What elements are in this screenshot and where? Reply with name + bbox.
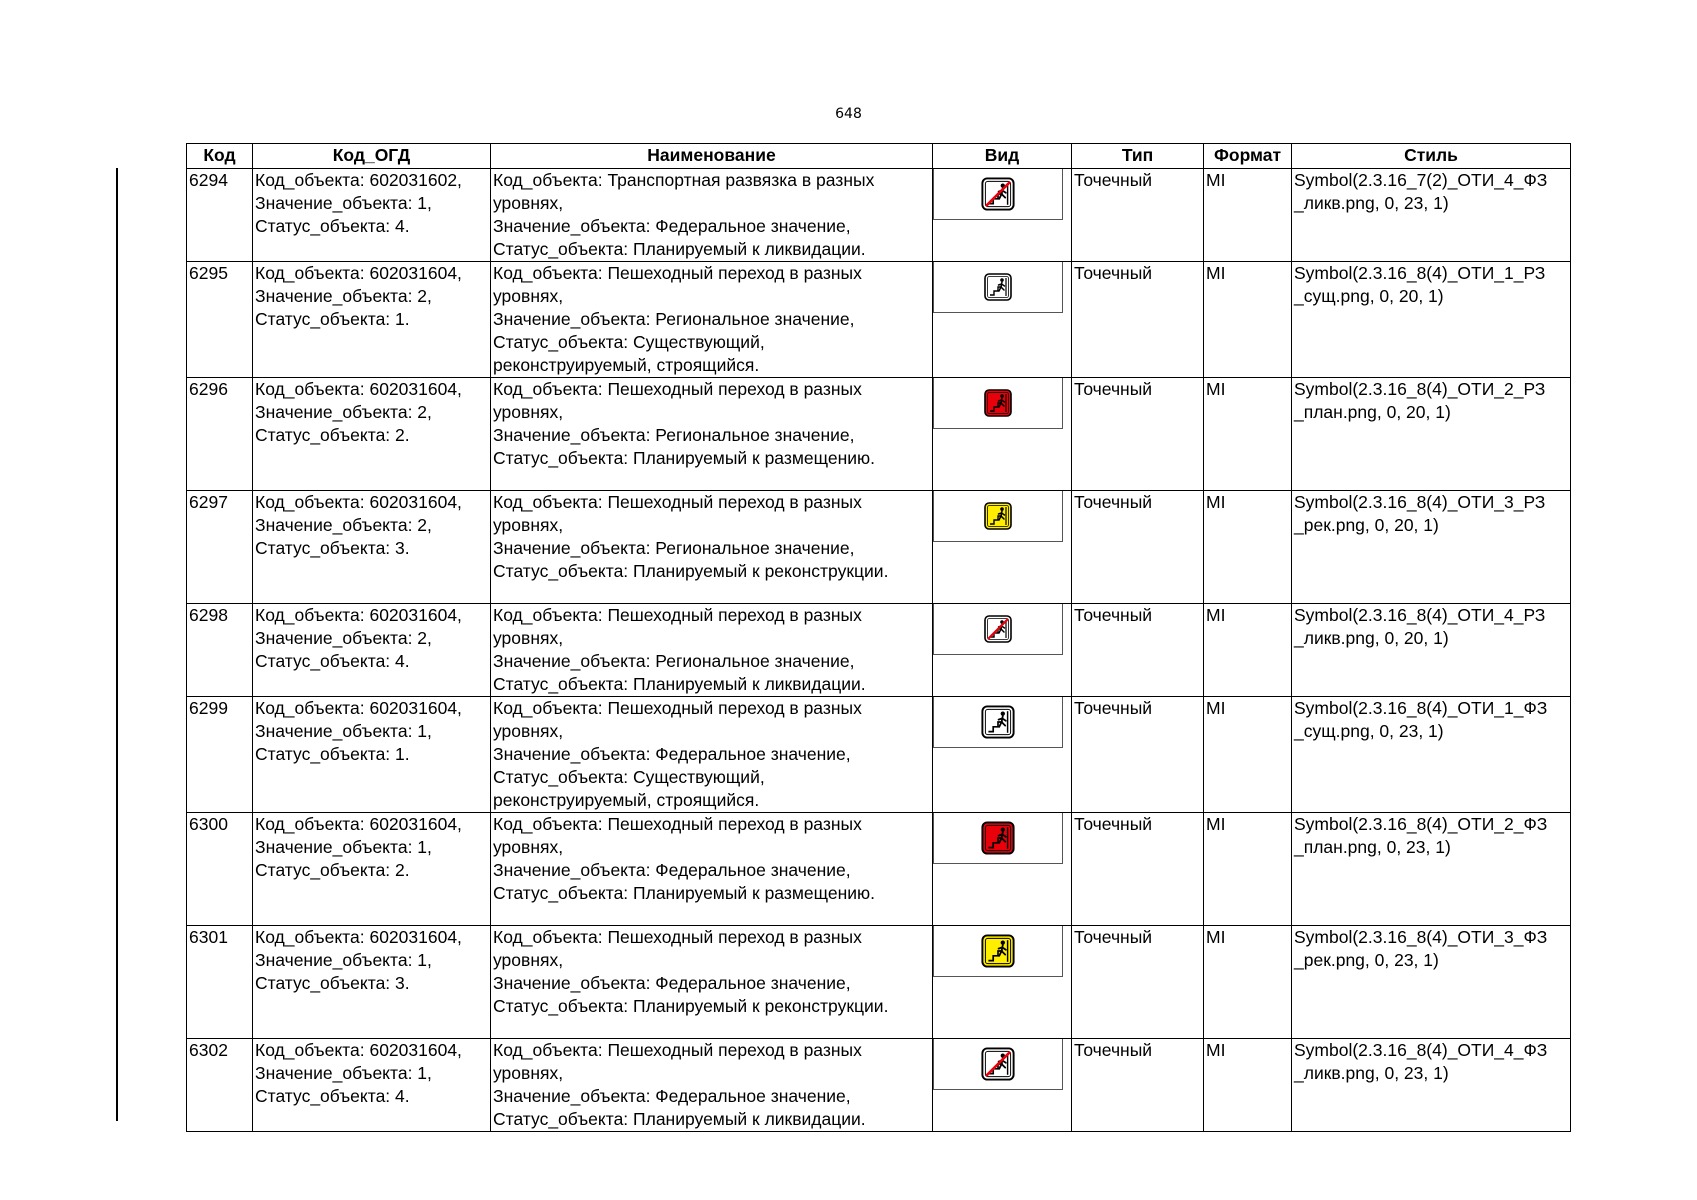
cell-vid — [933, 378, 1072, 491]
cell-kod-ogd — [253, 491, 491, 604]
cell-name — [491, 262, 933, 378]
cell-kod-ogd — [253, 169, 491, 262]
cell-style — [1292, 378, 1571, 491]
cell-name-line: уровнях, — [493, 402, 564, 422]
cell-name — [491, 604, 933, 697]
cell-vid — [933, 491, 1072, 604]
pedestrian-crossing-planned-icon — [980, 820, 1016, 856]
cell-kod: 6295 — [187, 262, 253, 378]
cell-name-line: Значение_объекта: Региональное значение, — [493, 651, 855, 671]
cell-name-line: Код_объекта: Пешеходный переход в разных — [493, 492, 862, 512]
table-row — [187, 697, 1571, 813]
cell-name-line: Статус_объекта: Планируемый к ликвидации. — [493, 1109, 866, 1129]
cell-style-line: Symbol(2.3.16_8(4)_ОТИ_3_ФЗ — [1294, 927, 1548, 947]
symbol-frame — [933, 491, 1063, 543]
cell-name-line: Значение_объекта: Региональное значение, — [493, 538, 855, 558]
symbol-frame — [933, 604, 1063, 656]
cell-tip: Точечный — [1072, 1039, 1204, 1132]
cell-name-line: Значение_объекта: Федеральное значение, — [493, 860, 851, 880]
cell-style-line: Symbol(2.3.16_8(4)_ОТИ_2_ФЗ — [1294, 814, 1548, 834]
table-row — [187, 926, 1571, 1039]
cell-name-line: Значение_объекта: Региональное значение, — [493, 425, 855, 445]
cell-name — [491, 697, 933, 813]
cell-style — [1292, 491, 1571, 604]
cell-style-line: _рек.png, 0, 20, 1) — [1294, 515, 1439, 535]
cell-vid — [933, 813, 1072, 926]
cell-kod-ogd-line: Код_объекта: 602031604, — [255, 492, 462, 512]
pedestrian-crossing-existing-icon — [983, 272, 1013, 302]
cell-name-line: реконструируемый, строящийся. — [493, 355, 760, 375]
cell-format: MI — [1204, 604, 1292, 697]
cell-style-line: Symbol(2.3.16_8(4)_ОТИ_1_ФЗ — [1294, 698, 1548, 718]
cell-style-line: _сущ.png, 0, 20, 1) — [1294, 286, 1444, 306]
cell-style-line: _план.png, 0, 23, 1) — [1294, 837, 1451, 857]
cell-name-line: Код_объекта: Пешеходный переход в разных — [493, 814, 862, 834]
page-number: 648 — [835, 106, 862, 122]
table-row — [187, 262, 1571, 378]
symbol-frame — [933, 1039, 1063, 1091]
cell-style — [1292, 169, 1571, 262]
cell-kod-ogd-line: Статус_объекта: 3. — [255, 973, 410, 993]
cell-kod-ogd-line: Значение_объекта: 2, — [255, 628, 432, 648]
cell-style-line: Symbol(2.3.16_8(4)_ОТИ_4_РЗ — [1294, 605, 1546, 625]
cell-vid — [933, 262, 1072, 378]
cell-kod-ogd — [253, 697, 491, 813]
cell-format: MI — [1204, 378, 1292, 491]
cell-name-line: Значение_объекта: Федеральное значение, — [493, 744, 851, 764]
cell-tip: Точечный — [1072, 491, 1204, 604]
header-vid: Вид — [933, 144, 1072, 169]
cell-kod-ogd — [253, 1039, 491, 1132]
cell-name-line: Статус_объекта: Планируемый к ликвидации. — [493, 239, 866, 259]
cell-style-line: _рек.png, 0, 23, 1) — [1294, 950, 1439, 970]
cell-style — [1292, 262, 1571, 378]
cell-name-line: Статус_объекта: Планируемый к реконструкции. — [493, 996, 889, 1016]
symbol-frame — [933, 697, 1063, 749]
header-name: Наименование — [491, 144, 933, 169]
cell-name-line: Статус_объекта: Планируемый к размещению. — [493, 448, 875, 468]
header-style: Стиль — [1292, 144, 1571, 169]
cell-format: MI — [1204, 813, 1292, 926]
pedestrian-crossing-liquidation-icon — [980, 1046, 1016, 1082]
header-kod-ogd: Код_ОГД — [253, 144, 491, 169]
cell-name-line: реконструируемый, строящийся. — [493, 790, 760, 810]
cell-name-line: уровнях, — [493, 628, 564, 648]
cell-name — [491, 926, 933, 1039]
cell-kod: 6299 — [187, 697, 253, 813]
table-row — [187, 813, 1571, 926]
cell-name — [491, 813, 933, 926]
cell-name — [491, 169, 933, 262]
cell-tip: Точечный — [1072, 813, 1204, 926]
table-body — [187, 169, 1571, 1132]
cell-kod-ogd-line: Статус_объекта: 4. — [255, 216, 410, 236]
cell-style-line: _сущ.png, 0, 23, 1) — [1294, 721, 1444, 741]
pedestrian-crossing-liquidation-icon — [983, 614, 1013, 644]
cell-name-line: Значение_объекта: Федеральное значение, — [493, 216, 851, 236]
cell-name-line: Статус_объекта: Планируемый к ликвидации. — [493, 674, 866, 694]
cell-vid — [933, 169, 1072, 262]
cell-vid — [933, 926, 1072, 1039]
cell-kod-ogd — [253, 813, 491, 926]
cell-kod-ogd-line: Код_объекта: 602031604, — [255, 379, 462, 399]
cell-name-line: уровнях, — [493, 1063, 564, 1083]
cell-kod-ogd-line: Статус_объекта: 4. — [255, 1086, 410, 1106]
cell-name-line: Код_объекта: Пешеходный переход в разных — [493, 379, 862, 399]
interchange-liquidation-icon — [980, 176, 1016, 212]
cell-kod: 6296 — [187, 378, 253, 491]
cell-style-line: Symbol(2.3.16_8(4)_ОТИ_1_РЗ — [1294, 263, 1546, 283]
cell-kod: 6294 — [187, 169, 253, 262]
cell-name-line: Код_объекта: Транспортная развязка в разных — [493, 170, 875, 190]
cell-kod-ogd-line: Код_объекта: 602031604, — [255, 1040, 462, 1060]
cell-name-line: Значение_объекта: Федеральное значение, — [493, 973, 851, 993]
cell-name-line: Код_объекта: Пешеходный переход в разных — [493, 927, 862, 947]
cell-name-line: уровнях, — [493, 515, 564, 535]
cell-style — [1292, 926, 1571, 1039]
pedestrian-crossing-reconstruction-icon — [980, 933, 1016, 969]
cell-kod: 6301 — [187, 926, 253, 1039]
pedestrian-crossing-existing-icon — [980, 704, 1016, 740]
cell-name-line: Код_объекта: Пешеходный переход в разных — [493, 1040, 862, 1060]
header-tip: Тип — [1072, 144, 1204, 169]
cell-name-line: Код_объекта: Пешеходный переход в разных — [493, 698, 862, 718]
symbol-frame — [933, 262, 1063, 314]
cell-kod-ogd-line: Код_объекта: 602031602, — [255, 170, 462, 190]
cell-name-line: уровнях, — [493, 721, 564, 741]
cell-format: MI — [1204, 169, 1292, 262]
cell-kod-ogd-line: Код_объекта: 602031604, — [255, 605, 462, 625]
cell-kod-ogd — [253, 604, 491, 697]
cell-style — [1292, 813, 1571, 926]
cell-kod: 6298 — [187, 604, 253, 697]
cell-vid — [933, 697, 1072, 813]
cell-tip: Точечный — [1072, 169, 1204, 262]
cell-kod-ogd-line: Статус_объекта: 2. — [255, 860, 410, 880]
cell-tip: Точечный — [1072, 697, 1204, 813]
cell-kod-ogd-line: Значение_объекта: 2, — [255, 286, 432, 306]
cell-name-line: Статус_объекта: Существующий, — [493, 332, 765, 352]
symbol-frame — [933, 926, 1063, 978]
cell-format: MI — [1204, 262, 1292, 378]
cell-style — [1292, 1039, 1571, 1132]
cell-kod: 6300 — [187, 813, 253, 926]
cell-kod-ogd-line: Значение_объекта: 1, — [255, 193, 432, 213]
cell-kod-ogd — [253, 262, 491, 378]
cell-tip: Точечный — [1072, 262, 1204, 378]
header-kod: Код — [187, 144, 253, 169]
table-header-row — [187, 144, 1571, 169]
cell-kod-ogd-line: Статус_объекта: 3. — [255, 538, 410, 558]
cell-kod-ogd-line: Значение_объекта: 1, — [255, 950, 432, 970]
cell-name — [491, 378, 933, 491]
cell-name-line: уровнях, — [493, 193, 564, 213]
cell-style-line: _план.png, 0, 20, 1) — [1294, 402, 1451, 422]
cell-kod-ogd-line: Код_объекта: 602031604, — [255, 814, 462, 834]
cell-format: MI — [1204, 697, 1292, 813]
cell-style — [1292, 604, 1571, 697]
cell-tip: Точечный — [1072, 604, 1204, 697]
cell-kod-ogd-line: Код_объекта: 602031604, — [255, 263, 462, 283]
cell-style-line: _ликв.png, 0, 23, 1) — [1294, 193, 1449, 213]
symbol-frame — [933, 813, 1063, 865]
cell-kod-ogd-line: Статус_объекта: 1. — [255, 309, 410, 329]
cell-style-line: Symbol(2.3.16_8(4)_ОТИ_4_ФЗ — [1294, 1040, 1548, 1060]
cell-name-line: Код_объекта: Пешеходный переход в разных — [493, 263, 862, 283]
symbol-frame — [933, 378, 1063, 430]
margin-line — [116, 168, 118, 1121]
table-row — [187, 604, 1571, 697]
cell-kod-ogd-line: Значение_объекта: 2, — [255, 402, 432, 422]
cell-style-line: _ликв.png, 0, 23, 1) — [1294, 1063, 1449, 1083]
cell-tip: Точечный — [1072, 926, 1204, 1039]
cell-vid — [933, 1039, 1072, 1132]
cell-name-line: Код_объекта: Пешеходный переход в разных — [493, 605, 862, 625]
table-row — [187, 169, 1571, 262]
cell-kod: 6302 — [187, 1039, 253, 1132]
cell-name-line: Статус_объекта: Планируемый к размещению. — [493, 883, 875, 903]
table-row — [187, 491, 1571, 604]
cell-kod: 6297 — [187, 491, 253, 604]
cell-kod-ogd — [253, 378, 491, 491]
cell-name-line: Значение_объекта: Федеральное значение, — [493, 1086, 851, 1106]
header-format: Формат — [1204, 144, 1292, 169]
cell-name-line: Значение_объекта: Региональное значение, — [493, 309, 855, 329]
cell-style-line: Symbol(2.3.16_7(2)_ОТИ_4_ФЗ — [1294, 170, 1548, 190]
cell-vid — [933, 604, 1072, 697]
cell-style — [1292, 697, 1571, 813]
cell-name-line: Статус_объекта: Планируемый к реконструкции. — [493, 561, 889, 581]
table-row — [187, 1039, 1571, 1132]
cell-kod-ogd-line: Статус_объекта: 1. — [255, 744, 410, 764]
cell-kod-ogd-line: Код_объекта: 602031604, — [255, 698, 462, 718]
pedestrian-crossing-reconstruction-icon — [983, 501, 1013, 531]
cell-name-line: уровнях, — [493, 837, 564, 857]
pedestrian-crossing-planned-icon — [983, 388, 1013, 418]
cell-tip: Точечный — [1072, 378, 1204, 491]
cell-kod-ogd — [253, 926, 491, 1039]
cell-format: MI — [1204, 491, 1292, 604]
cell-style-line: _ликв.png, 0, 20, 1) — [1294, 628, 1449, 648]
cell-kod-ogd-line: Статус_объекта: 2. — [255, 425, 410, 445]
cell-format: MI — [1204, 926, 1292, 1039]
cell-kod-ogd-line: Значение_объекта: 1, — [255, 721, 432, 741]
cell-name — [491, 1039, 933, 1132]
cell-style-line: Symbol(2.3.16_8(4)_ОТИ_2_РЗ — [1294, 379, 1546, 399]
cell-name-line: уровнях, — [493, 950, 564, 970]
cell-format: MI — [1204, 1039, 1292, 1132]
cell-kod-ogd-line: Значение_объекта: 1, — [255, 1063, 432, 1083]
cell-name-line: уровнях, — [493, 286, 564, 306]
symbol-catalog-table — [186, 143, 1571, 1132]
cell-name — [491, 491, 933, 604]
table-row — [187, 378, 1571, 491]
symbol-frame — [933, 169, 1063, 221]
cell-kod-ogd-line: Статус_объекта: 4. — [255, 651, 410, 671]
cell-name-line: Статус_объекта: Существующий, — [493, 767, 765, 787]
cell-kod-ogd-line: Значение_объекта: 1, — [255, 837, 432, 857]
cell-kod-ogd-line: Значение_объекта: 2, — [255, 515, 432, 535]
cell-kod-ogd-line: Код_объекта: 602031604, — [255, 927, 462, 947]
cell-style-line: Symbol(2.3.16_8(4)_ОТИ_3_РЗ — [1294, 492, 1546, 512]
